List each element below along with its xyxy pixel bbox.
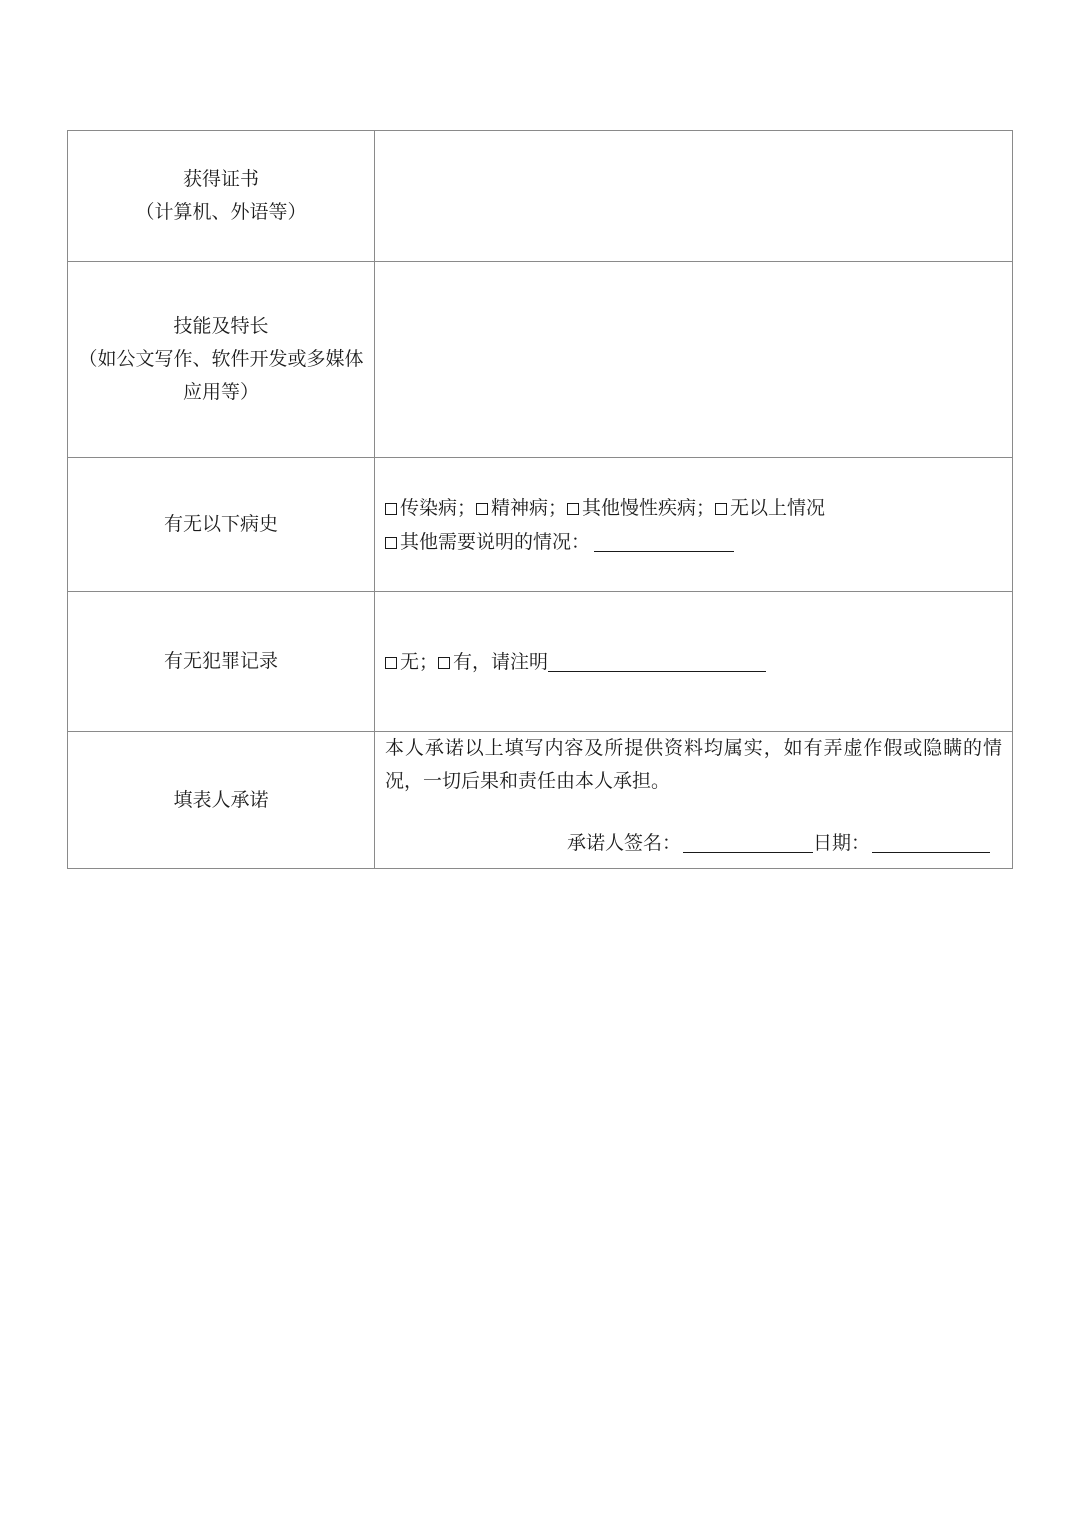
certificates-label-cell [68,131,375,262]
certificates-input-cell[interactable] [375,131,1013,262]
mental-illness-checkbox[interactable] [476,503,488,515]
medical-history-options-line [385,491,1002,525]
infectious-disease-checkbox[interactable] [385,503,397,515]
date-label: 日期： [812,832,870,854]
criminal-record-label: 有无犯罪记录 [163,650,278,672]
medical-history-label: 有无以下病史 [163,513,278,535]
infectious-disease-option: 传染病； [400,496,477,519]
certificates-label: 获得证书 [182,168,259,190]
record-detail-blank[interactable] [548,651,766,672]
medical-history-options-cell [375,458,1013,592]
none-option: 无以上情况 [730,496,826,519]
no-record-checkbox[interactable] [385,657,397,669]
pledge-label-cell [68,732,375,869]
criminal-record-row [68,592,1013,732]
registration-form-table [67,130,1013,869]
skills-input-cell[interactable] [375,262,1013,458]
skills-row [68,262,1013,458]
certificates-sublabel: （计算机、外语等） [135,201,307,223]
pledge-row [68,732,1013,869]
other-condition-checkbox[interactable] [385,537,397,549]
none-checkbox[interactable] [715,503,727,515]
skills-label: 技能及特长 [173,315,269,337]
pledge-content-cell [375,732,1013,869]
medical-history-row [68,458,1013,592]
date-blank[interactable] [872,832,990,853]
pledge-label: 填表人承诺 [173,788,269,811]
signature-label: 承诺人签名： [566,832,681,854]
pledge-statement: 本人承诺以上填写内容及所提供资料均属实，如有弄虚作假或隐瞒的情况，一切后果和责任由本人承担。 [385,737,1002,792]
no-record-option: 无； [400,650,439,673]
has-record-checkbox[interactable] [438,657,450,669]
other-condition-label: 其他需要说明的情况： [400,530,591,553]
other-condition-blank[interactable] [594,531,734,552]
criminal-record-label-cell [68,592,375,732]
medical-history-label-cell [68,458,375,592]
certificates-row [68,131,1013,262]
has-record-option: 有，请注明 [453,650,549,673]
medical-other-line [385,525,1002,559]
mental-illness-option: 精神病； [491,496,568,519]
signature-line [385,826,1002,860]
chronic-disease-option: 其他慢性疾病； [582,496,716,519]
criminal-record-options-cell [375,592,1013,732]
skills-label-cell [68,262,375,458]
skills-sublabel: （如公文写作、软件开发或多媒体应用等） [78,348,364,403]
chronic-disease-checkbox[interactable] [567,503,579,515]
signature-blank[interactable] [683,832,813,853]
